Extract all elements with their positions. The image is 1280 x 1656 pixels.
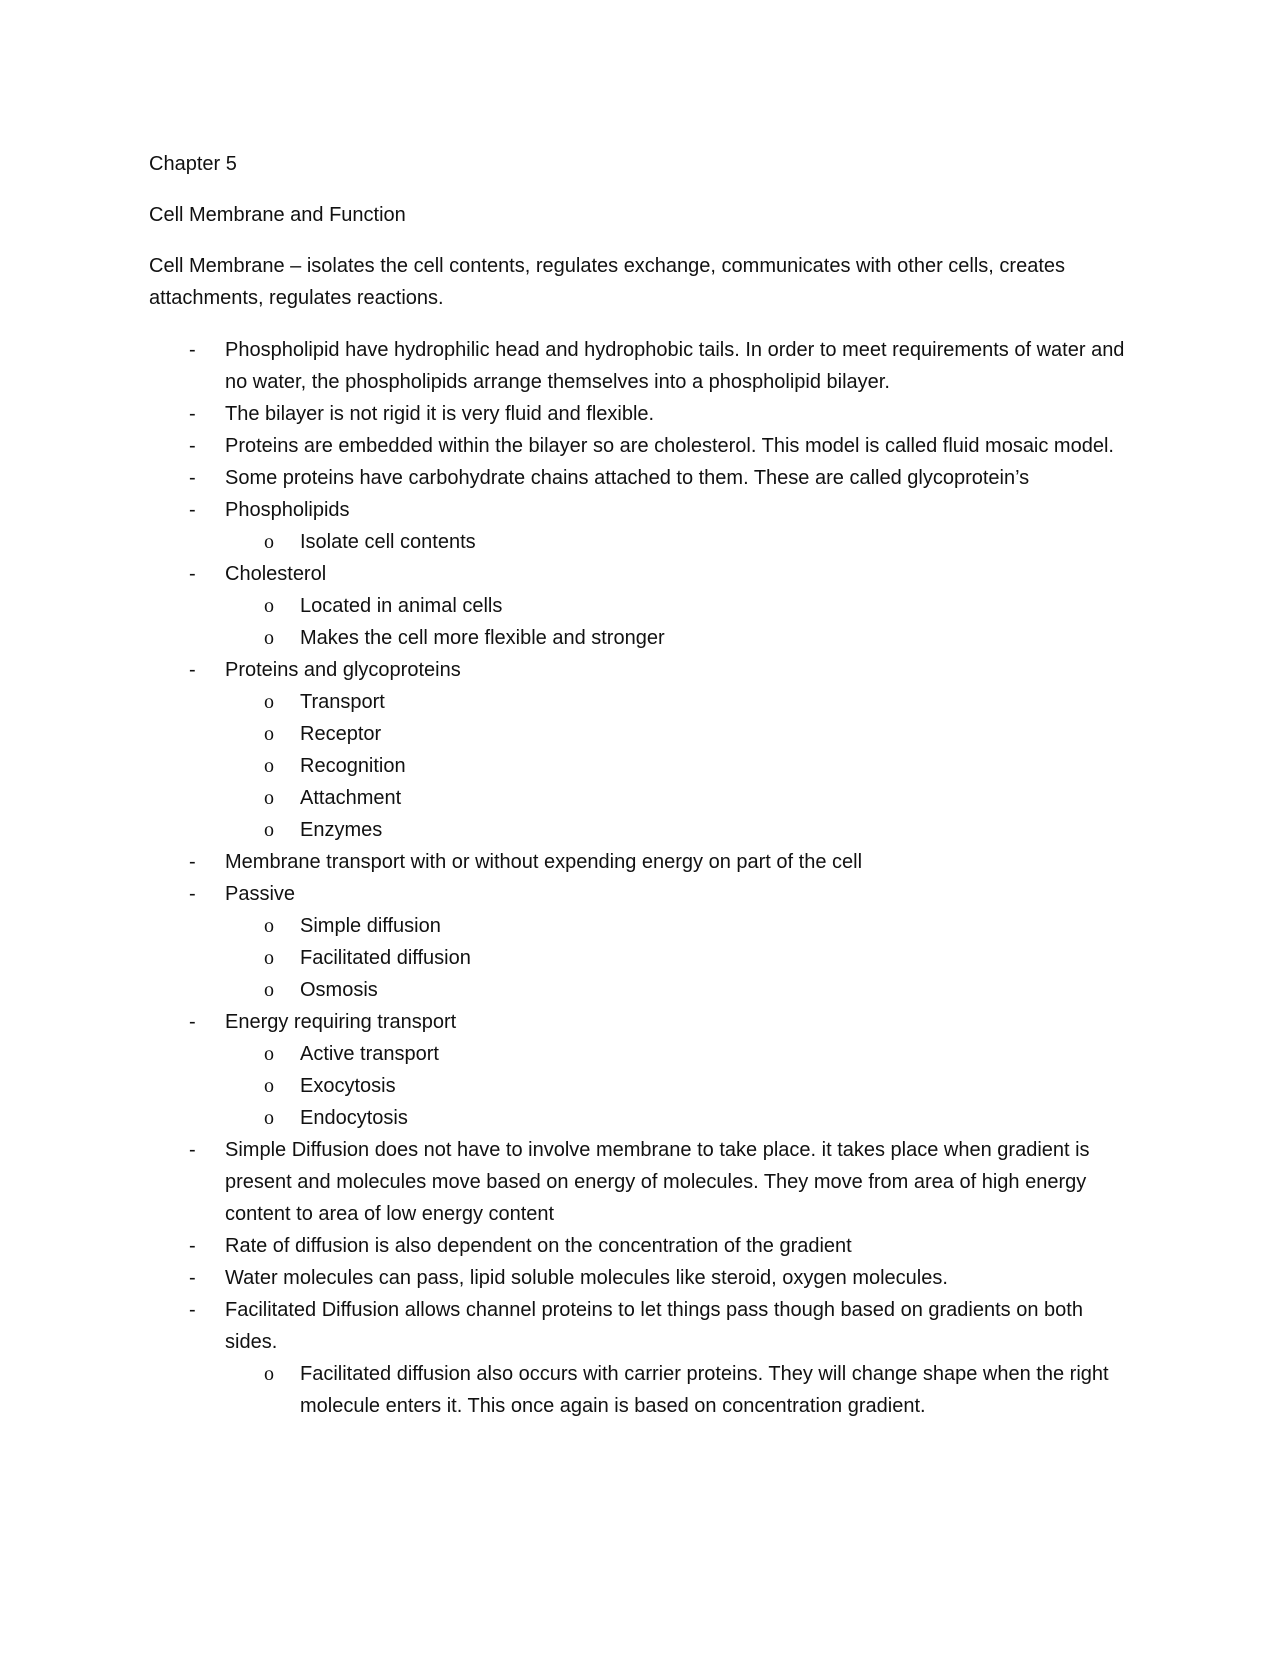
list-item	[149, 1294, 1129, 1422]
circle-bullet-marker: o	[264, 979, 274, 1001]
list-item	[149, 462, 1129, 494]
sub-list-item-text: Makes the cell more flexible and stronger	[300, 627, 665, 649]
list-item	[149, 430, 1129, 462]
sub-list-item	[224, 590, 1129, 622]
circle-bullet-marker: o	[264, 1075, 274, 1097]
sub-bullet-list	[225, 686, 1129, 846]
list-item	[149, 1006, 1129, 1134]
dash-bullet-marker: -	[189, 851, 196, 873]
sub-list-item-text: Recognition	[300, 755, 406, 777]
document-body	[149, 148, 1129, 1422]
sub-list-item-text: Facilitated diffusion also occurs with carrier proteins. They will change shape when the right molecule enters it. This once again is based on concentration gradient.	[300, 1363, 1109, 1417]
sub-list-item	[224, 814, 1129, 846]
circle-bullet-marker: o	[264, 627, 274, 649]
sub-list-item-text: Isolate cell contents	[300, 531, 476, 553]
sub-list-item	[224, 782, 1129, 814]
list-item	[149, 558, 1129, 654]
dash-bullet-marker: -	[189, 659, 196, 681]
circle-bullet-marker: o	[264, 915, 274, 937]
dash-bullet-marker: -	[189, 883, 196, 905]
list-item	[149, 654, 1129, 846]
sub-list-item	[224, 910, 1129, 942]
sub-bullet-list	[225, 910, 1129, 1006]
circle-bullet-marker: o	[264, 1043, 274, 1065]
circle-bullet-marker: o	[264, 787, 274, 809]
sub-list-item	[224, 1358, 1129, 1422]
circle-bullet-marker: o	[264, 755, 274, 777]
circle-bullet-marker: o	[264, 1363, 274, 1385]
list-item-text: Phospholipids	[225, 499, 350, 521]
circle-bullet-marker: o	[264, 947, 274, 969]
dash-bullet-marker: -	[189, 499, 196, 521]
circle-bullet-marker: o	[264, 531, 274, 553]
dash-bullet-marker: -	[189, 435, 196, 457]
dash-bullet-marker: -	[189, 1011, 196, 1033]
sub-list-item	[224, 942, 1129, 974]
dash-bullet-marker: -	[189, 1139, 196, 1161]
intro-paragraph: Cell Membrane – isolates the cell contents, regulates exchange, communicates with other cells, creates attachments, regulates reactions.	[149, 255, 1066, 309]
sub-bullet-list	[225, 1358, 1129, 1422]
dash-bullet-marker: -	[189, 563, 196, 585]
sub-list-item-text: Attachment	[300, 787, 402, 809]
list-item	[149, 334, 1129, 398]
list-item-text: Cholesterol	[225, 563, 327, 585]
list-item-text: Simple Diffusion does not have to involve membrane to take place. it takes place when gradient is present and molecules move based on energy of molecules. They move from area of high energy content to area of low energy content	[225, 1139, 1090, 1225]
list-item-text: The bilayer is not rigid it is very fluid and flexible.	[225, 403, 655, 425]
list-item-text: Facilitated Diffusion allows channel proteins to let things pass though based on gradients on both sides.	[225, 1299, 1083, 1353]
list-item	[149, 398, 1129, 430]
sub-list-item	[224, 526, 1129, 558]
sub-list-item	[224, 1102, 1129, 1134]
sub-list-item-text: Endocytosis	[300, 1107, 408, 1129]
circle-bullet-marker: o	[264, 691, 274, 713]
sub-list-item	[224, 750, 1129, 782]
dash-bullet-marker: -	[189, 1235, 196, 1257]
chapter-heading: Chapter 5	[149, 153, 237, 175]
sub-list-item-text: Simple diffusion	[300, 915, 441, 937]
list-item	[149, 878, 1129, 1006]
sub-list-item-text: Facilitated diffusion	[300, 947, 471, 969]
circle-bullet-marker: o	[264, 723, 274, 745]
dash-bullet-marker: -	[189, 1299, 196, 1321]
list-item-text: Water molecules can pass, lipid soluble molecules like steroid, oxygen molecules.	[225, 1267, 948, 1289]
dash-bullet-marker: -	[189, 1267, 196, 1289]
circle-bullet-marker: o	[264, 595, 274, 617]
list-item-text: Phospholipid have hydrophilic head and hydrophobic tails. In order to meet requirements of water and no water, the phospholipids arrange themselves into a phospholipid bilayer.	[225, 339, 1125, 393]
dash-bullet-marker: -	[189, 467, 196, 489]
sub-list-item	[224, 1038, 1129, 1070]
sub-list-item	[224, 974, 1129, 1006]
bullet-list	[149, 334, 1129, 1422]
sub-bullet-list	[225, 1038, 1129, 1134]
circle-bullet-marker: o	[264, 1107, 274, 1129]
sub-list-item-text: Active transport	[300, 1043, 439, 1065]
sub-list-item-text: Enzymes	[300, 819, 383, 841]
list-item	[149, 846, 1129, 878]
sub-list-item	[224, 686, 1129, 718]
sub-list-item	[224, 718, 1129, 750]
list-item	[149, 1262, 1129, 1294]
list-item-text: Energy requiring transport	[225, 1011, 457, 1033]
dash-bullet-marker: -	[189, 403, 196, 425]
list-item	[149, 1134, 1129, 1230]
sub-list-item	[224, 622, 1129, 654]
circle-bullet-marker: o	[264, 819, 274, 841]
list-item-text: Passive	[225, 883, 296, 905]
sub-list-item-text: Osmosis	[300, 979, 378, 1001]
sub-bullet-list	[225, 590, 1129, 654]
list-item-text: Membrane transport with or without expending energy on part of the cell	[225, 851, 863, 873]
list-item	[149, 494, 1129, 558]
list-item-text: Proteins and glycoproteins	[225, 659, 461, 681]
sub-bullet-list	[225, 526, 1129, 558]
sub-list-item	[224, 1070, 1129, 1102]
section-title: Cell Membrane and Function	[149, 204, 406, 226]
list-item-text: Some proteins have carbohydrate chains attached to them. These are called glycoprotein’s	[225, 467, 1030, 489]
list-item-text: Rate of diffusion is also dependent on the concentration of the gradient	[225, 1235, 852, 1257]
dash-bullet-marker: -	[189, 339, 196, 361]
sub-list-item-text: Receptor	[300, 723, 382, 745]
sub-list-item-text: Transport	[300, 691, 385, 713]
sub-list-item-text: Exocytosis	[300, 1075, 396, 1097]
list-item	[149, 1230, 1129, 1262]
sub-list-item-text: Located in animal cells	[300, 595, 503, 617]
list-item-text: Proteins are embedded within the bilayer so are cholesterol. This model is called fluid mosaic model.	[225, 435, 1114, 457]
